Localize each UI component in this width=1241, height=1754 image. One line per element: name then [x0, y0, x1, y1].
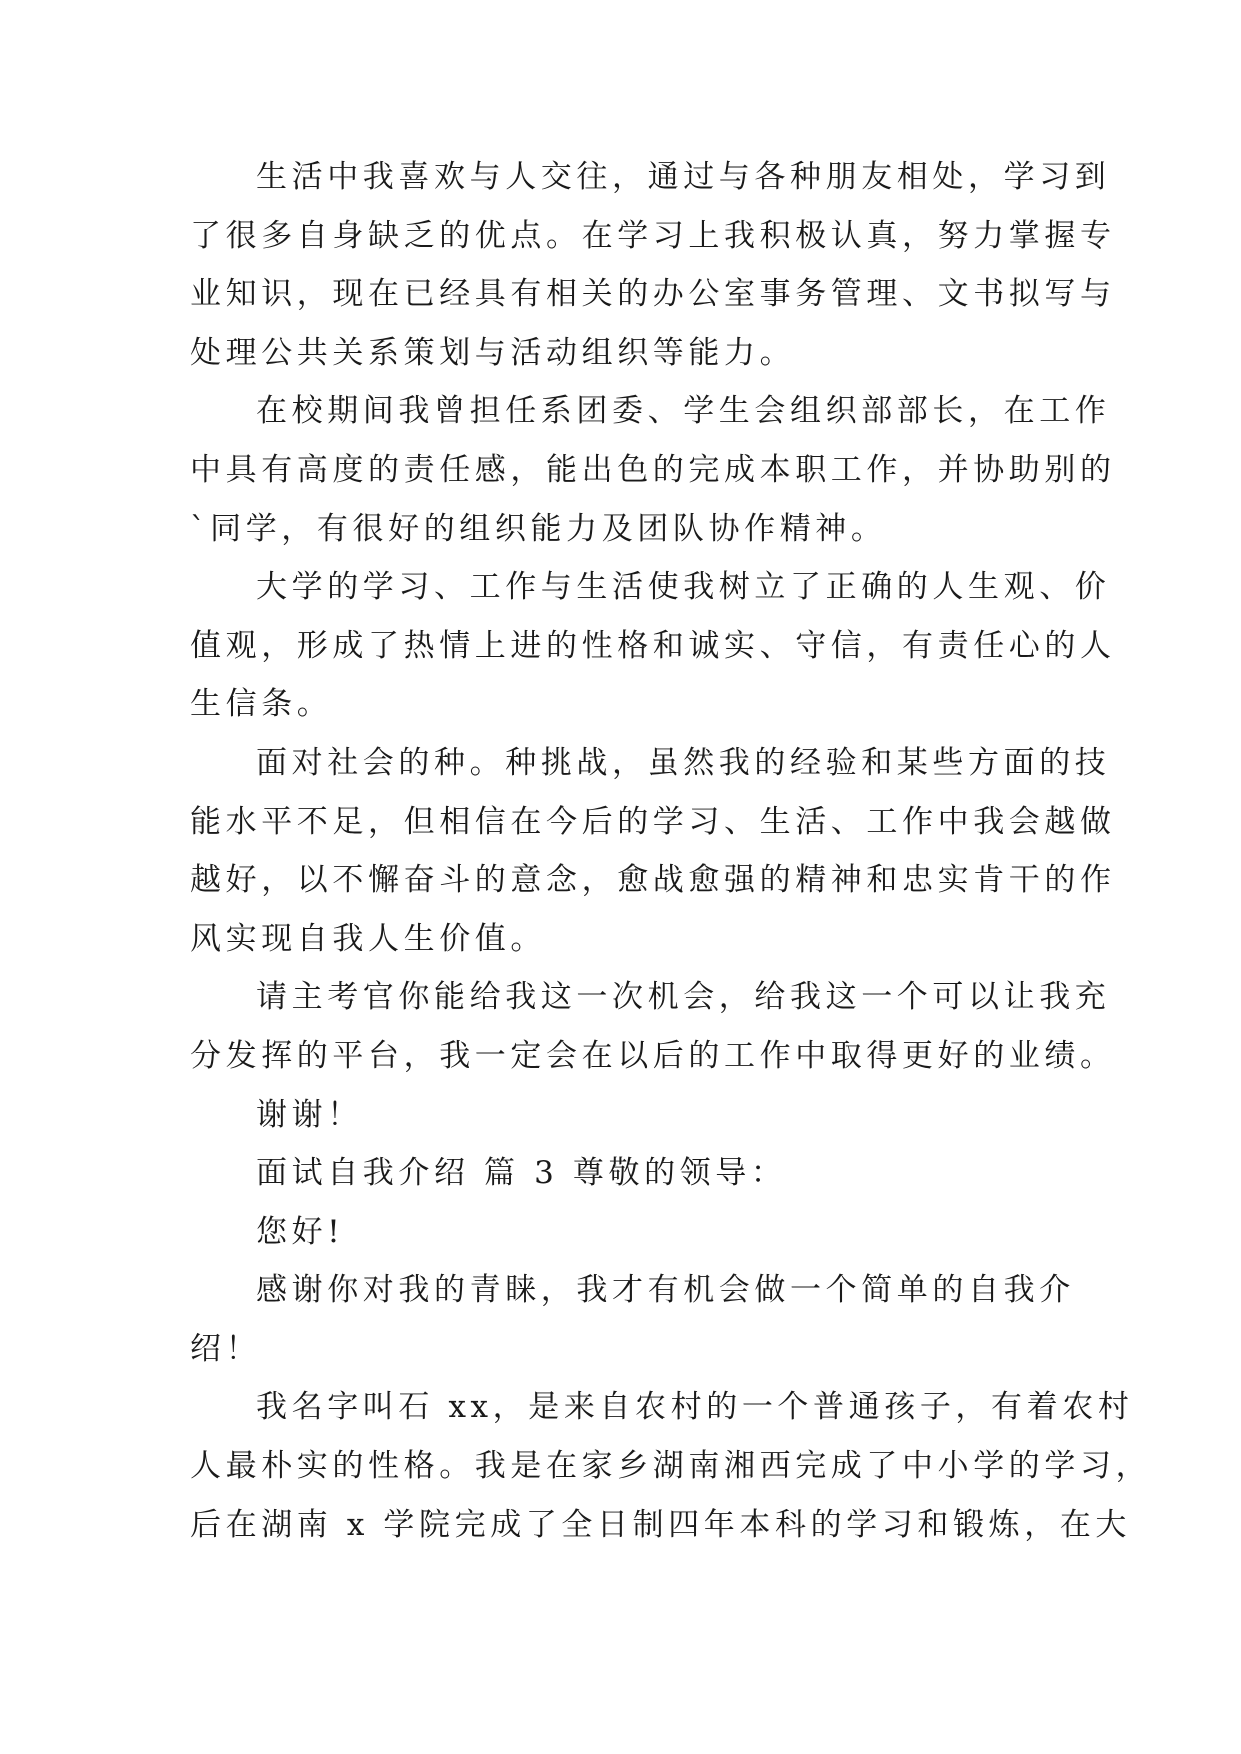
text-line: 请主考官你能给我这一次机会，给我这一个可以让我充: [256, 979, 1111, 1016]
text-line: 您好!: [256, 1213, 345, 1250]
text-line: 感谢你对我的青睐，我才有机会做一个简单的自我介: [256, 1272, 1075, 1309]
text-line: 值观，形成了热情上进的性格和诚实、守信，有责任心的人: [190, 627, 1116, 664]
text-line: 人最朴实的性格。我是在家乡湖南湘西完成了中小学的学习，: [190, 1448, 1152, 1485]
text-line: 生活中我喜欢与人交往，通过与各种朋友相处，学习到: [256, 159, 1111, 195]
text-line: 越好，以不懈奋斗的意念，愈战愈强的精神和忠实肯干的作: [190, 862, 1116, 899]
text-line: 在校期间我曾担任系团委、学生会组织部部长，在工作: [256, 393, 1111, 430]
text-line: 处理公共关系策划与活动组织等能力。: [190, 334, 796, 371]
text-line: 分发挥的平台，我一定会在以后的工作中取得更好的业绩。: [190, 1037, 1116, 1074]
text-line: `同学，有很好的组织能力及团队协作精神。: [190, 510, 887, 547]
text-line: 生信条。: [190, 686, 333, 723]
text-line: 业知识，现在已经具有相关的办公室事务管理、文书拟写与: [190, 276, 1116, 313]
text-line: 谢谢！: [256, 1096, 363, 1133]
text-line: 了很多自身缺乏的优点。在学习上我积极认真，努力掌握专: [190, 217, 1116, 254]
text-line: 面对社会的种。种挑战，虽然我的经验和某些方面的技: [256, 744, 1111, 781]
text-line: 我名字叫石 xx，是来自农村的一个普通孩子，有着农村: [256, 1389, 1134, 1426]
text-line: 中具有高度的责任感，能出色的完成本职工作，并协助别的: [190, 451, 1116, 488]
text-line: 后在湖南 x 学院完成了全日制四年本科的学习和锻炼，在大: [190, 1506, 1131, 1543]
text-line: 大学的学习、工作与生活使我树立了正确的人生观、价: [256, 569, 1111, 606]
document-body: [190, 148, 1152, 1554]
text-line: 绍！: [190, 1330, 262, 1367]
section-heading-line: 面试自我介绍 篇 3 尊敬的领导：: [256, 1155, 787, 1192]
text-line: 能水平不足，但相信在今后的学习、生活、工作中我会越做: [190, 803, 1116, 840]
text-line: 风实现自我人生价值。: [190, 920, 546, 957]
